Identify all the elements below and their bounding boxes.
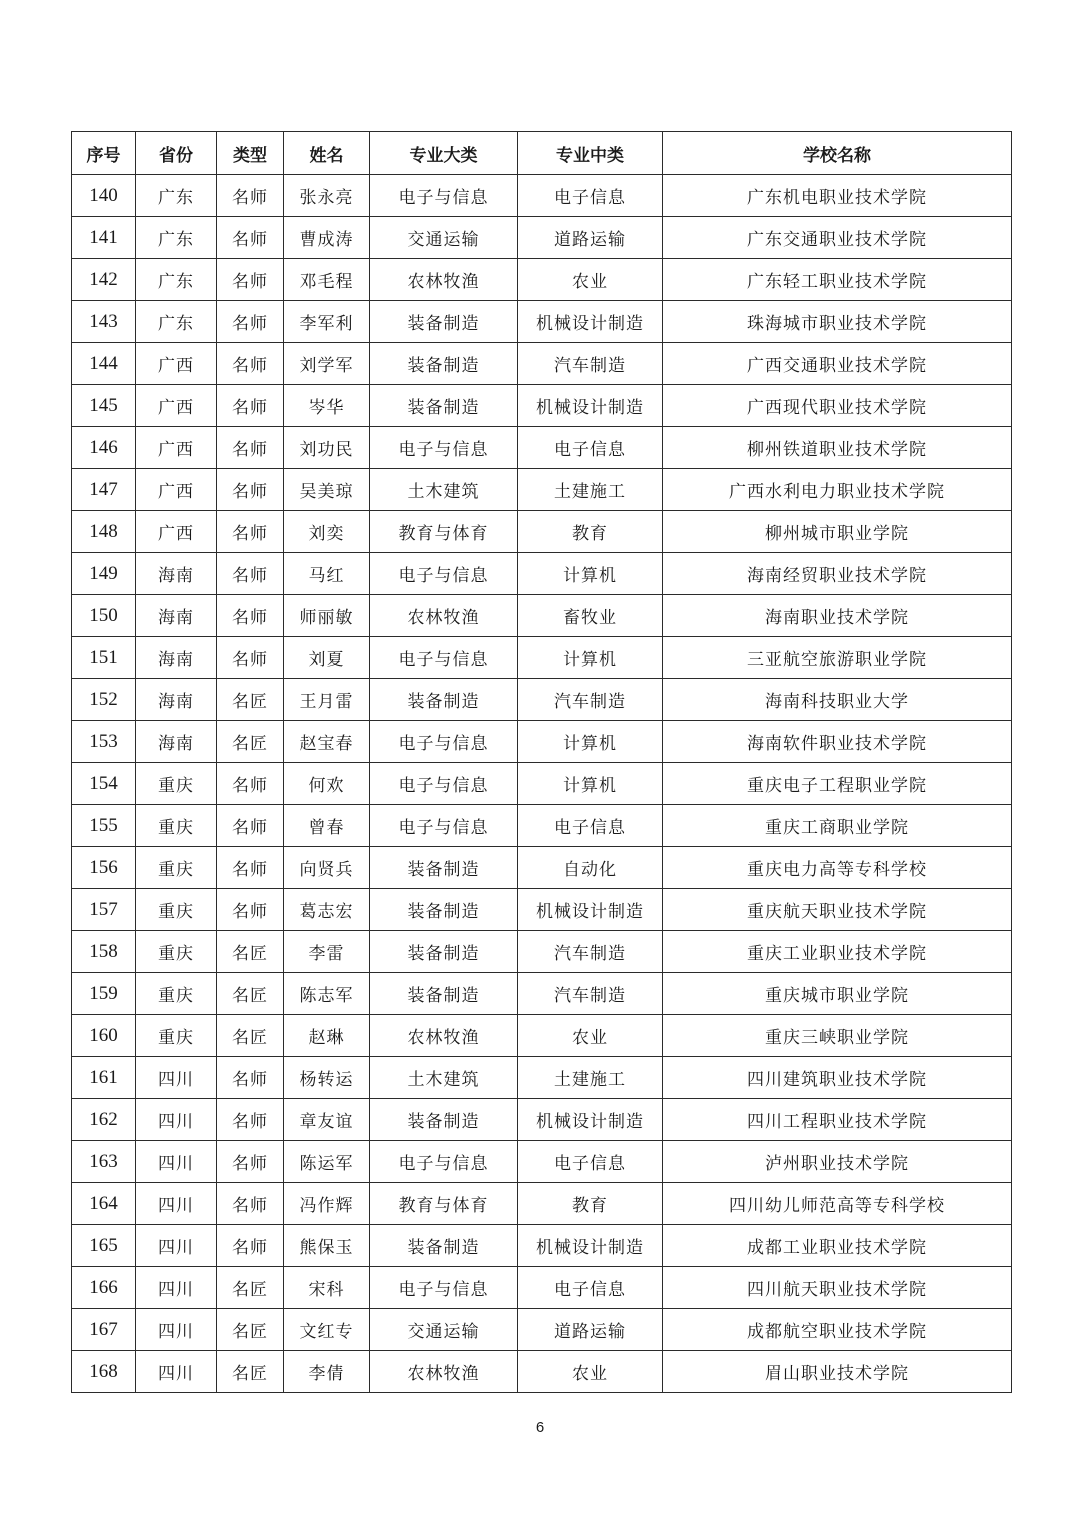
cell-province: 广东 bbox=[136, 301, 217, 343]
table-row bbox=[72, 595, 1012, 637]
cell-name: 李倩 bbox=[284, 1351, 370, 1393]
cell-province: 海南 bbox=[136, 595, 217, 637]
cell-serial-number: 142 bbox=[72, 259, 136, 301]
cell-major-category: 装备制造 bbox=[370, 1099, 518, 1141]
table-row bbox=[72, 301, 1012, 343]
cell-major-subcategory: 农业 bbox=[518, 1351, 663, 1393]
cell-school-name: 广西现代职业技术学院 bbox=[663, 385, 1012, 427]
cell-name: 何欢 bbox=[284, 763, 370, 805]
cell-province: 广东 bbox=[136, 259, 217, 301]
table-row bbox=[72, 973, 1012, 1015]
cell-name: 刘学军 bbox=[284, 343, 370, 385]
cell-major-subcategory: 计算机 bbox=[518, 721, 663, 763]
cell-major-subcategory: 汽车制造 bbox=[518, 679, 663, 721]
cell-province: 四川 bbox=[136, 1225, 217, 1267]
cell-province: 广西 bbox=[136, 427, 217, 469]
header-serial-number: 序号 bbox=[72, 132, 136, 175]
cell-school-name: 三亚航空旅游职业学院 bbox=[663, 637, 1012, 679]
cell-school-name: 广东机电职业技术学院 bbox=[663, 175, 1012, 217]
cell-major-category: 装备制造 bbox=[370, 889, 518, 931]
cell-name: 李雷 bbox=[284, 931, 370, 973]
cell-name: 向贤兵 bbox=[284, 847, 370, 889]
table-row bbox=[72, 931, 1012, 973]
cell-province: 重庆 bbox=[136, 1015, 217, 1057]
cell-type: 名师 bbox=[217, 511, 284, 553]
cell-major-category: 农林牧渔 bbox=[370, 595, 518, 637]
cell-major-subcategory: 电子信息 bbox=[518, 1141, 663, 1183]
cell-major-subcategory: 机械设计制造 bbox=[518, 301, 663, 343]
cell-major-category: 电子与信息 bbox=[370, 175, 518, 217]
cell-school-name: 成都工业职业技术学院 bbox=[663, 1225, 1012, 1267]
cell-major-category: 农林牧渔 bbox=[370, 1015, 518, 1057]
cell-major-subcategory: 电子信息 bbox=[518, 427, 663, 469]
cell-school-name: 广东交通职业技术学院 bbox=[663, 217, 1012, 259]
table-row bbox=[72, 805, 1012, 847]
header-province: 省份 bbox=[136, 132, 217, 175]
cell-name: 宋科 bbox=[284, 1267, 370, 1309]
cell-province: 重庆 bbox=[136, 805, 217, 847]
cell-province: 四川 bbox=[136, 1057, 217, 1099]
cell-school-name: 泸州职业技术学院 bbox=[663, 1141, 1012, 1183]
header-name: 姓名 bbox=[284, 132, 370, 175]
cell-school-name: 重庆电力高等专科学校 bbox=[663, 847, 1012, 889]
cell-major-category: 电子与信息 bbox=[370, 805, 518, 847]
cell-serial-number: 165 bbox=[72, 1225, 136, 1267]
cell-major-subcategory: 畜牧业 bbox=[518, 595, 663, 637]
cell-serial-number: 158 bbox=[72, 931, 136, 973]
cell-province: 海南 bbox=[136, 679, 217, 721]
cell-type: 名师 bbox=[217, 763, 284, 805]
cell-school-name: 海南软件职业技术学院 bbox=[663, 721, 1012, 763]
cell-province: 广东 bbox=[136, 175, 217, 217]
table-row bbox=[72, 1015, 1012, 1057]
cell-major-subcategory: 计算机 bbox=[518, 553, 663, 595]
cell-major-subcategory: 道路运输 bbox=[518, 217, 663, 259]
table-row bbox=[72, 1057, 1012, 1099]
cell-type: 名师 bbox=[217, 301, 284, 343]
table-row bbox=[72, 511, 1012, 553]
cell-major-subcategory: 土建施工 bbox=[518, 1057, 663, 1099]
cell-serial-number: 152 bbox=[72, 679, 136, 721]
cell-major-category: 教育与体育 bbox=[370, 1183, 518, 1225]
table-row bbox=[72, 637, 1012, 679]
cell-serial-number: 140 bbox=[72, 175, 136, 217]
cell-serial-number: 147 bbox=[72, 469, 136, 511]
cell-major-subcategory: 机械设计制造 bbox=[518, 1225, 663, 1267]
cell-major-category: 交通运输 bbox=[370, 217, 518, 259]
cell-major-category: 装备制造 bbox=[370, 847, 518, 889]
cell-school-name: 广西交通职业技术学院 bbox=[663, 343, 1012, 385]
cell-type: 名师 bbox=[217, 1099, 284, 1141]
cell-major-category: 装备制造 bbox=[370, 343, 518, 385]
header-major-category: 专业大类 bbox=[370, 132, 518, 175]
header-major-subcategory: 专业中类 bbox=[518, 132, 663, 175]
cell-province: 海南 bbox=[136, 637, 217, 679]
cell-major-category: 农林牧渔 bbox=[370, 1351, 518, 1393]
cell-school-name: 海南科技职业大学 bbox=[663, 679, 1012, 721]
cell-type: 名师 bbox=[217, 385, 284, 427]
cell-major-subcategory: 机械设计制造 bbox=[518, 889, 663, 931]
cell-major-category: 装备制造 bbox=[370, 973, 518, 1015]
cell-type: 名匠 bbox=[217, 973, 284, 1015]
cell-major-category: 装备制造 bbox=[370, 385, 518, 427]
cell-type: 名匠 bbox=[217, 931, 284, 973]
cell-major-subcategory: 土建施工 bbox=[518, 469, 663, 511]
cell-type: 名师 bbox=[217, 1057, 284, 1099]
cell-name: 杨转运 bbox=[284, 1057, 370, 1099]
cell-name: 赵宝春 bbox=[284, 721, 370, 763]
cell-province: 四川 bbox=[136, 1309, 217, 1351]
cell-type: 名师 bbox=[217, 889, 284, 931]
cell-serial-number: 143 bbox=[72, 301, 136, 343]
table-body bbox=[72, 175, 1012, 1393]
cell-serial-number: 153 bbox=[72, 721, 136, 763]
cell-major-category: 装备制造 bbox=[370, 931, 518, 973]
cell-type: 名师 bbox=[217, 469, 284, 511]
cell-serial-number: 160 bbox=[72, 1015, 136, 1057]
table-row bbox=[72, 553, 1012, 595]
cell-type: 名匠 bbox=[217, 1351, 284, 1393]
cell-serial-number: 145 bbox=[72, 385, 136, 427]
cell-serial-number: 141 bbox=[72, 217, 136, 259]
cell-type: 名师 bbox=[217, 343, 284, 385]
cell-school-name: 四川幼儿师范高等专科学校 bbox=[663, 1183, 1012, 1225]
cell-serial-number: 166 bbox=[72, 1267, 136, 1309]
table-row bbox=[72, 721, 1012, 763]
cell-school-name: 四川工程职业技术学院 bbox=[663, 1099, 1012, 1141]
cell-province: 四川 bbox=[136, 1141, 217, 1183]
cell-name: 张永亮 bbox=[284, 175, 370, 217]
cell-type: 名师 bbox=[217, 1225, 284, 1267]
cell-major-category: 教育与体育 bbox=[370, 511, 518, 553]
table-row bbox=[72, 1351, 1012, 1393]
table-row bbox=[72, 763, 1012, 805]
cell-major-category: 装备制造 bbox=[370, 301, 518, 343]
cell-name: 赵琳 bbox=[284, 1015, 370, 1057]
cell-school-name: 重庆航天职业技术学院 bbox=[663, 889, 1012, 931]
roster-table bbox=[71, 131, 1012, 1393]
cell-school-name: 四川航天职业技术学院 bbox=[663, 1267, 1012, 1309]
cell-name: 刘功民 bbox=[284, 427, 370, 469]
cell-name: 陈运军 bbox=[284, 1141, 370, 1183]
cell-major-subcategory: 汽车制造 bbox=[518, 973, 663, 1015]
cell-type: 名师 bbox=[217, 259, 284, 301]
cell-serial-number: 167 bbox=[72, 1309, 136, 1351]
table-row bbox=[72, 469, 1012, 511]
cell-name: 陈志军 bbox=[284, 973, 370, 1015]
cell-major-subcategory: 机械设计制造 bbox=[518, 385, 663, 427]
cell-serial-number: 154 bbox=[72, 763, 136, 805]
cell-school-name: 海南经贸职业技术学院 bbox=[663, 553, 1012, 595]
cell-name: 师丽敏 bbox=[284, 595, 370, 637]
cell-school-name: 眉山职业技术学院 bbox=[663, 1351, 1012, 1393]
cell-school-name: 柳州铁道职业技术学院 bbox=[663, 427, 1012, 469]
cell-name: 曹成涛 bbox=[284, 217, 370, 259]
cell-name: 曾春 bbox=[284, 805, 370, 847]
cell-serial-number: 150 bbox=[72, 595, 136, 637]
table-row bbox=[72, 217, 1012, 259]
cell-province: 四川 bbox=[136, 1183, 217, 1225]
cell-province: 四川 bbox=[136, 1099, 217, 1141]
table-row bbox=[72, 343, 1012, 385]
cell-school-name: 重庆三峡职业学院 bbox=[663, 1015, 1012, 1057]
cell-major-subcategory: 汽车制造 bbox=[518, 931, 663, 973]
cell-province: 广西 bbox=[136, 511, 217, 553]
cell-major-category: 土木建筑 bbox=[370, 1057, 518, 1099]
table-row bbox=[72, 679, 1012, 721]
table-row bbox=[72, 889, 1012, 931]
cell-type: 名师 bbox=[217, 805, 284, 847]
cell-province: 重庆 bbox=[136, 931, 217, 973]
cell-major-subcategory: 计算机 bbox=[518, 637, 663, 679]
cell-type: 名师 bbox=[217, 637, 284, 679]
cell-major-subcategory: 电子信息 bbox=[518, 805, 663, 847]
cell-province: 四川 bbox=[136, 1267, 217, 1309]
cell-province: 广西 bbox=[136, 343, 217, 385]
cell-major-category: 电子与信息 bbox=[370, 1267, 518, 1309]
cell-type: 名匠 bbox=[217, 721, 284, 763]
table-header bbox=[72, 132, 1012, 175]
cell-major-category: 农林牧渔 bbox=[370, 259, 518, 301]
cell-serial-number: 161 bbox=[72, 1057, 136, 1099]
cell-name: 刘夏 bbox=[284, 637, 370, 679]
cell-name: 李军利 bbox=[284, 301, 370, 343]
cell-name: 吴美琼 bbox=[284, 469, 370, 511]
table-row bbox=[72, 1183, 1012, 1225]
cell-province: 海南 bbox=[136, 721, 217, 763]
cell-type: 名师 bbox=[217, 595, 284, 637]
cell-province: 重庆 bbox=[136, 763, 217, 805]
cell-major-category: 电子与信息 bbox=[370, 1141, 518, 1183]
cell-school-name: 重庆电子工程职业学院 bbox=[663, 763, 1012, 805]
cell-major-category: 电子与信息 bbox=[370, 763, 518, 805]
cell-school-name: 珠海城市职业技术学院 bbox=[663, 301, 1012, 343]
cell-serial-number: 146 bbox=[72, 427, 136, 469]
cell-name: 马红 bbox=[284, 553, 370, 595]
cell-serial-number: 156 bbox=[72, 847, 136, 889]
cell-major-category: 装备制造 bbox=[370, 1225, 518, 1267]
cell-serial-number: 159 bbox=[72, 973, 136, 1015]
cell-type: 名匠 bbox=[217, 1309, 284, 1351]
cell-type: 名师 bbox=[217, 217, 284, 259]
cell-major-subcategory: 农业 bbox=[518, 1015, 663, 1057]
cell-province: 重庆 bbox=[136, 847, 217, 889]
cell-major-subcategory: 汽车制造 bbox=[518, 343, 663, 385]
cell-serial-number: 149 bbox=[72, 553, 136, 595]
cell-type: 名匠 bbox=[217, 1267, 284, 1309]
cell-major-category: 电子与信息 bbox=[370, 427, 518, 469]
table-row bbox=[72, 1099, 1012, 1141]
cell-name: 冯作辉 bbox=[284, 1183, 370, 1225]
cell-province: 广西 bbox=[136, 385, 217, 427]
cell-name: 文红专 bbox=[284, 1309, 370, 1351]
table-row bbox=[72, 427, 1012, 469]
cell-serial-number: 151 bbox=[72, 637, 136, 679]
cell-name: 邓毛程 bbox=[284, 259, 370, 301]
table-row bbox=[72, 847, 1012, 889]
cell-major-category: 电子与信息 bbox=[370, 637, 518, 679]
cell-major-category: 装备制造 bbox=[370, 679, 518, 721]
cell-major-category: 交通运输 bbox=[370, 1309, 518, 1351]
cell-school-name: 柳州城市职业学院 bbox=[663, 511, 1012, 553]
cell-province: 四川 bbox=[136, 1351, 217, 1393]
table-row bbox=[72, 1141, 1012, 1183]
table-row bbox=[72, 259, 1012, 301]
cell-major-subcategory: 自动化 bbox=[518, 847, 663, 889]
cell-name: 岑华 bbox=[284, 385, 370, 427]
cell-major-category: 土木建筑 bbox=[370, 469, 518, 511]
cell-school-name: 成都航空职业技术学院 bbox=[663, 1309, 1012, 1351]
table-row bbox=[72, 1225, 1012, 1267]
cell-serial-number: 162 bbox=[72, 1099, 136, 1141]
cell-name: 熊保玉 bbox=[284, 1225, 370, 1267]
cell-school-name: 四川建筑职业技术学院 bbox=[663, 1057, 1012, 1099]
cell-type: 名匠 bbox=[217, 679, 284, 721]
cell-serial-number: 168 bbox=[72, 1351, 136, 1393]
cell-serial-number: 164 bbox=[72, 1183, 136, 1225]
cell-name: 刘奕 bbox=[284, 511, 370, 553]
cell-name: 王月雷 bbox=[284, 679, 370, 721]
cell-school-name: 海南职业技术学院 bbox=[663, 595, 1012, 637]
cell-school-name: 广东轻工职业技术学院 bbox=[663, 259, 1012, 301]
cell-province: 广西 bbox=[136, 469, 217, 511]
cell-school-name: 重庆工业职业技术学院 bbox=[663, 931, 1012, 973]
cell-name: 章友谊 bbox=[284, 1099, 370, 1141]
cell-province: 海南 bbox=[136, 553, 217, 595]
page-number: 6 bbox=[535, 1419, 545, 1436]
cell-serial-number: 157 bbox=[72, 889, 136, 931]
cell-serial-number: 155 bbox=[72, 805, 136, 847]
cell-major-subcategory: 计算机 bbox=[518, 763, 663, 805]
cell-school-name: 重庆城市职业学院 bbox=[663, 973, 1012, 1015]
cell-serial-number: 144 bbox=[72, 343, 136, 385]
cell-type: 名匠 bbox=[217, 1015, 284, 1057]
cell-type: 名师 bbox=[217, 1141, 284, 1183]
table-row bbox=[72, 385, 1012, 427]
cell-major-subcategory: 教育 bbox=[518, 1183, 663, 1225]
cell-major-subcategory: 道路运输 bbox=[518, 1309, 663, 1351]
cell-type: 名师 bbox=[217, 553, 284, 595]
cell-serial-number: 148 bbox=[72, 511, 136, 553]
cell-type: 名师 bbox=[217, 847, 284, 889]
table-row bbox=[72, 1267, 1012, 1309]
cell-major-subcategory: 电子信息 bbox=[518, 175, 663, 217]
header-type: 类型 bbox=[217, 132, 284, 175]
table-row bbox=[72, 175, 1012, 217]
cell-type: 名师 bbox=[217, 175, 284, 217]
cell-major-subcategory: 教育 bbox=[518, 511, 663, 553]
cell-serial-number: 163 bbox=[72, 1141, 136, 1183]
cell-major-subcategory: 电子信息 bbox=[518, 1267, 663, 1309]
cell-major-category: 电子与信息 bbox=[370, 721, 518, 763]
cell-province: 广东 bbox=[136, 217, 217, 259]
cell-major-category: 电子与信息 bbox=[370, 553, 518, 595]
header-school-name: 学校名称 bbox=[663, 132, 1012, 175]
cell-school-name: 重庆工商职业学院 bbox=[663, 805, 1012, 847]
cell-major-subcategory: 农业 bbox=[518, 259, 663, 301]
cell-major-subcategory: 机械设计制造 bbox=[518, 1099, 663, 1141]
cell-type: 名师 bbox=[217, 427, 284, 469]
cell-province: 重庆 bbox=[136, 973, 217, 1015]
cell-name: 葛志宏 bbox=[284, 889, 370, 931]
table-row bbox=[72, 1309, 1012, 1351]
header-row bbox=[72, 132, 1012, 175]
cell-province: 重庆 bbox=[136, 889, 217, 931]
cell-type: 名师 bbox=[217, 1183, 284, 1225]
cell-school-name: 广西水利电力职业技术学院 bbox=[663, 469, 1012, 511]
